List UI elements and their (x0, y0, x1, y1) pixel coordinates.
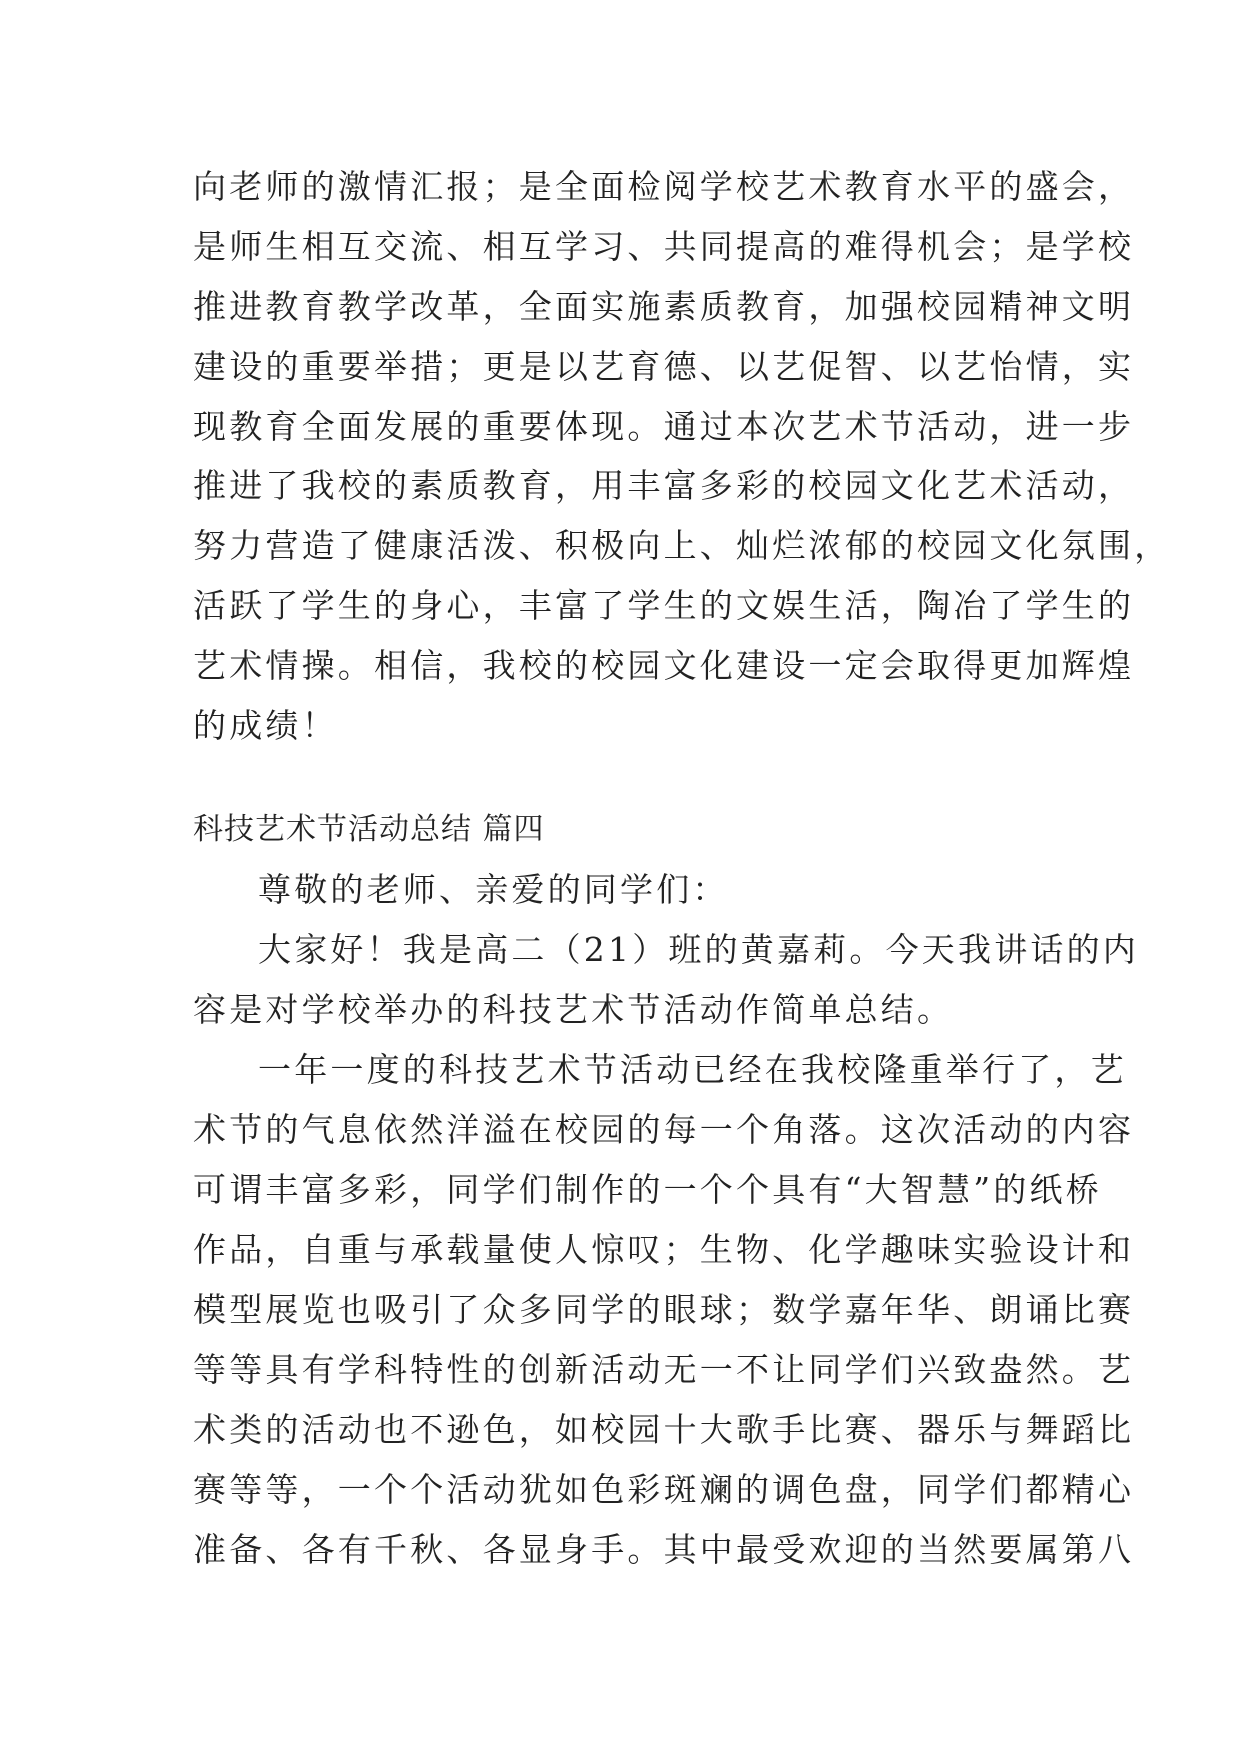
text-line: 努力营造了健康活泼、积极向上、灿烂浓郁的校园文化氛围， (193, 526, 1171, 565)
paragraph-line: 作品，自重与承载量使人惊叹；生物、化学趣味实验设计和 (193, 1230, 1135, 1269)
text-line: 是师生相互交流、相互学习、共同提高的难得机会；是学校 (193, 227, 1135, 266)
text-line: 艺术情操。相信，我校的校园文化建设一定会取得更加辉煌 (193, 646, 1135, 685)
paragraph-line: 可谓丰富多彩，同学们制作的一个个具有“大智慧”的纸桥 (193, 1170, 1102, 1209)
paragraph-line: 容是对学校举办的科技艺术节活动作简单总结。 (193, 990, 954, 1029)
text-line: 的成绩！ (193, 706, 338, 745)
paragraph-line: 模型展览也吸引了众多同学的眼球；数学嘉年华、朗诵比赛 (193, 1290, 1135, 1329)
text-line: 推进了我校的素质教育，用丰富多彩的校园文化艺术活动， (193, 466, 1135, 505)
greeting: 尊敬的老师、亲爱的同学们： (258, 870, 729, 909)
text-line: 建设的重要举措；更是以艺育德、以艺促智、以艺怡情，实 (193, 347, 1135, 386)
paragraph-line: 赛等等，一个个活动犹如色彩斑斓的调色盘，同学们都精心 (193, 1470, 1135, 1509)
paragraph-line: 术节的气息依然洋溢在校园的每一个角落。这次活动的内容 (193, 1110, 1135, 1149)
paragraph-line: 等等具有学科特性的创新活动无一不让同学们兴致盎然。艺 (193, 1350, 1135, 1389)
text-line: 现教育全面发展的重要体现。通过本次艺术节活动，进一步 (193, 407, 1135, 446)
paragraph-line: 一年一度的科技艺术节活动已经在我校隆重举行了，艺 (258, 1050, 1127, 1089)
text-line: 活跃了学生的身心，丰富了学生的文娱生活，陶冶了学生的 (193, 586, 1135, 625)
paragraph-line: 术类的活动也不逊色，如校园十大歌手比赛、器乐与舞蹈比 (193, 1410, 1135, 1449)
text-line: 向老师的激情汇报；是全面检阅学校艺术教育水平的盛会， (193, 167, 1135, 206)
text-line: 推进教育教学改革，全面实施素质教育，加强校园精神文明 (193, 287, 1135, 326)
paragraph-line: 准备、各有千秋、各显身手。其中最受欢迎的当然要属第八 (193, 1530, 1135, 1569)
section-title: 科技艺术节活动总结 篇四 (193, 812, 545, 847)
paragraph-line: 大家好！我是高二（21）班的黄嘉莉。今天我讲话的内 (258, 930, 1139, 969)
